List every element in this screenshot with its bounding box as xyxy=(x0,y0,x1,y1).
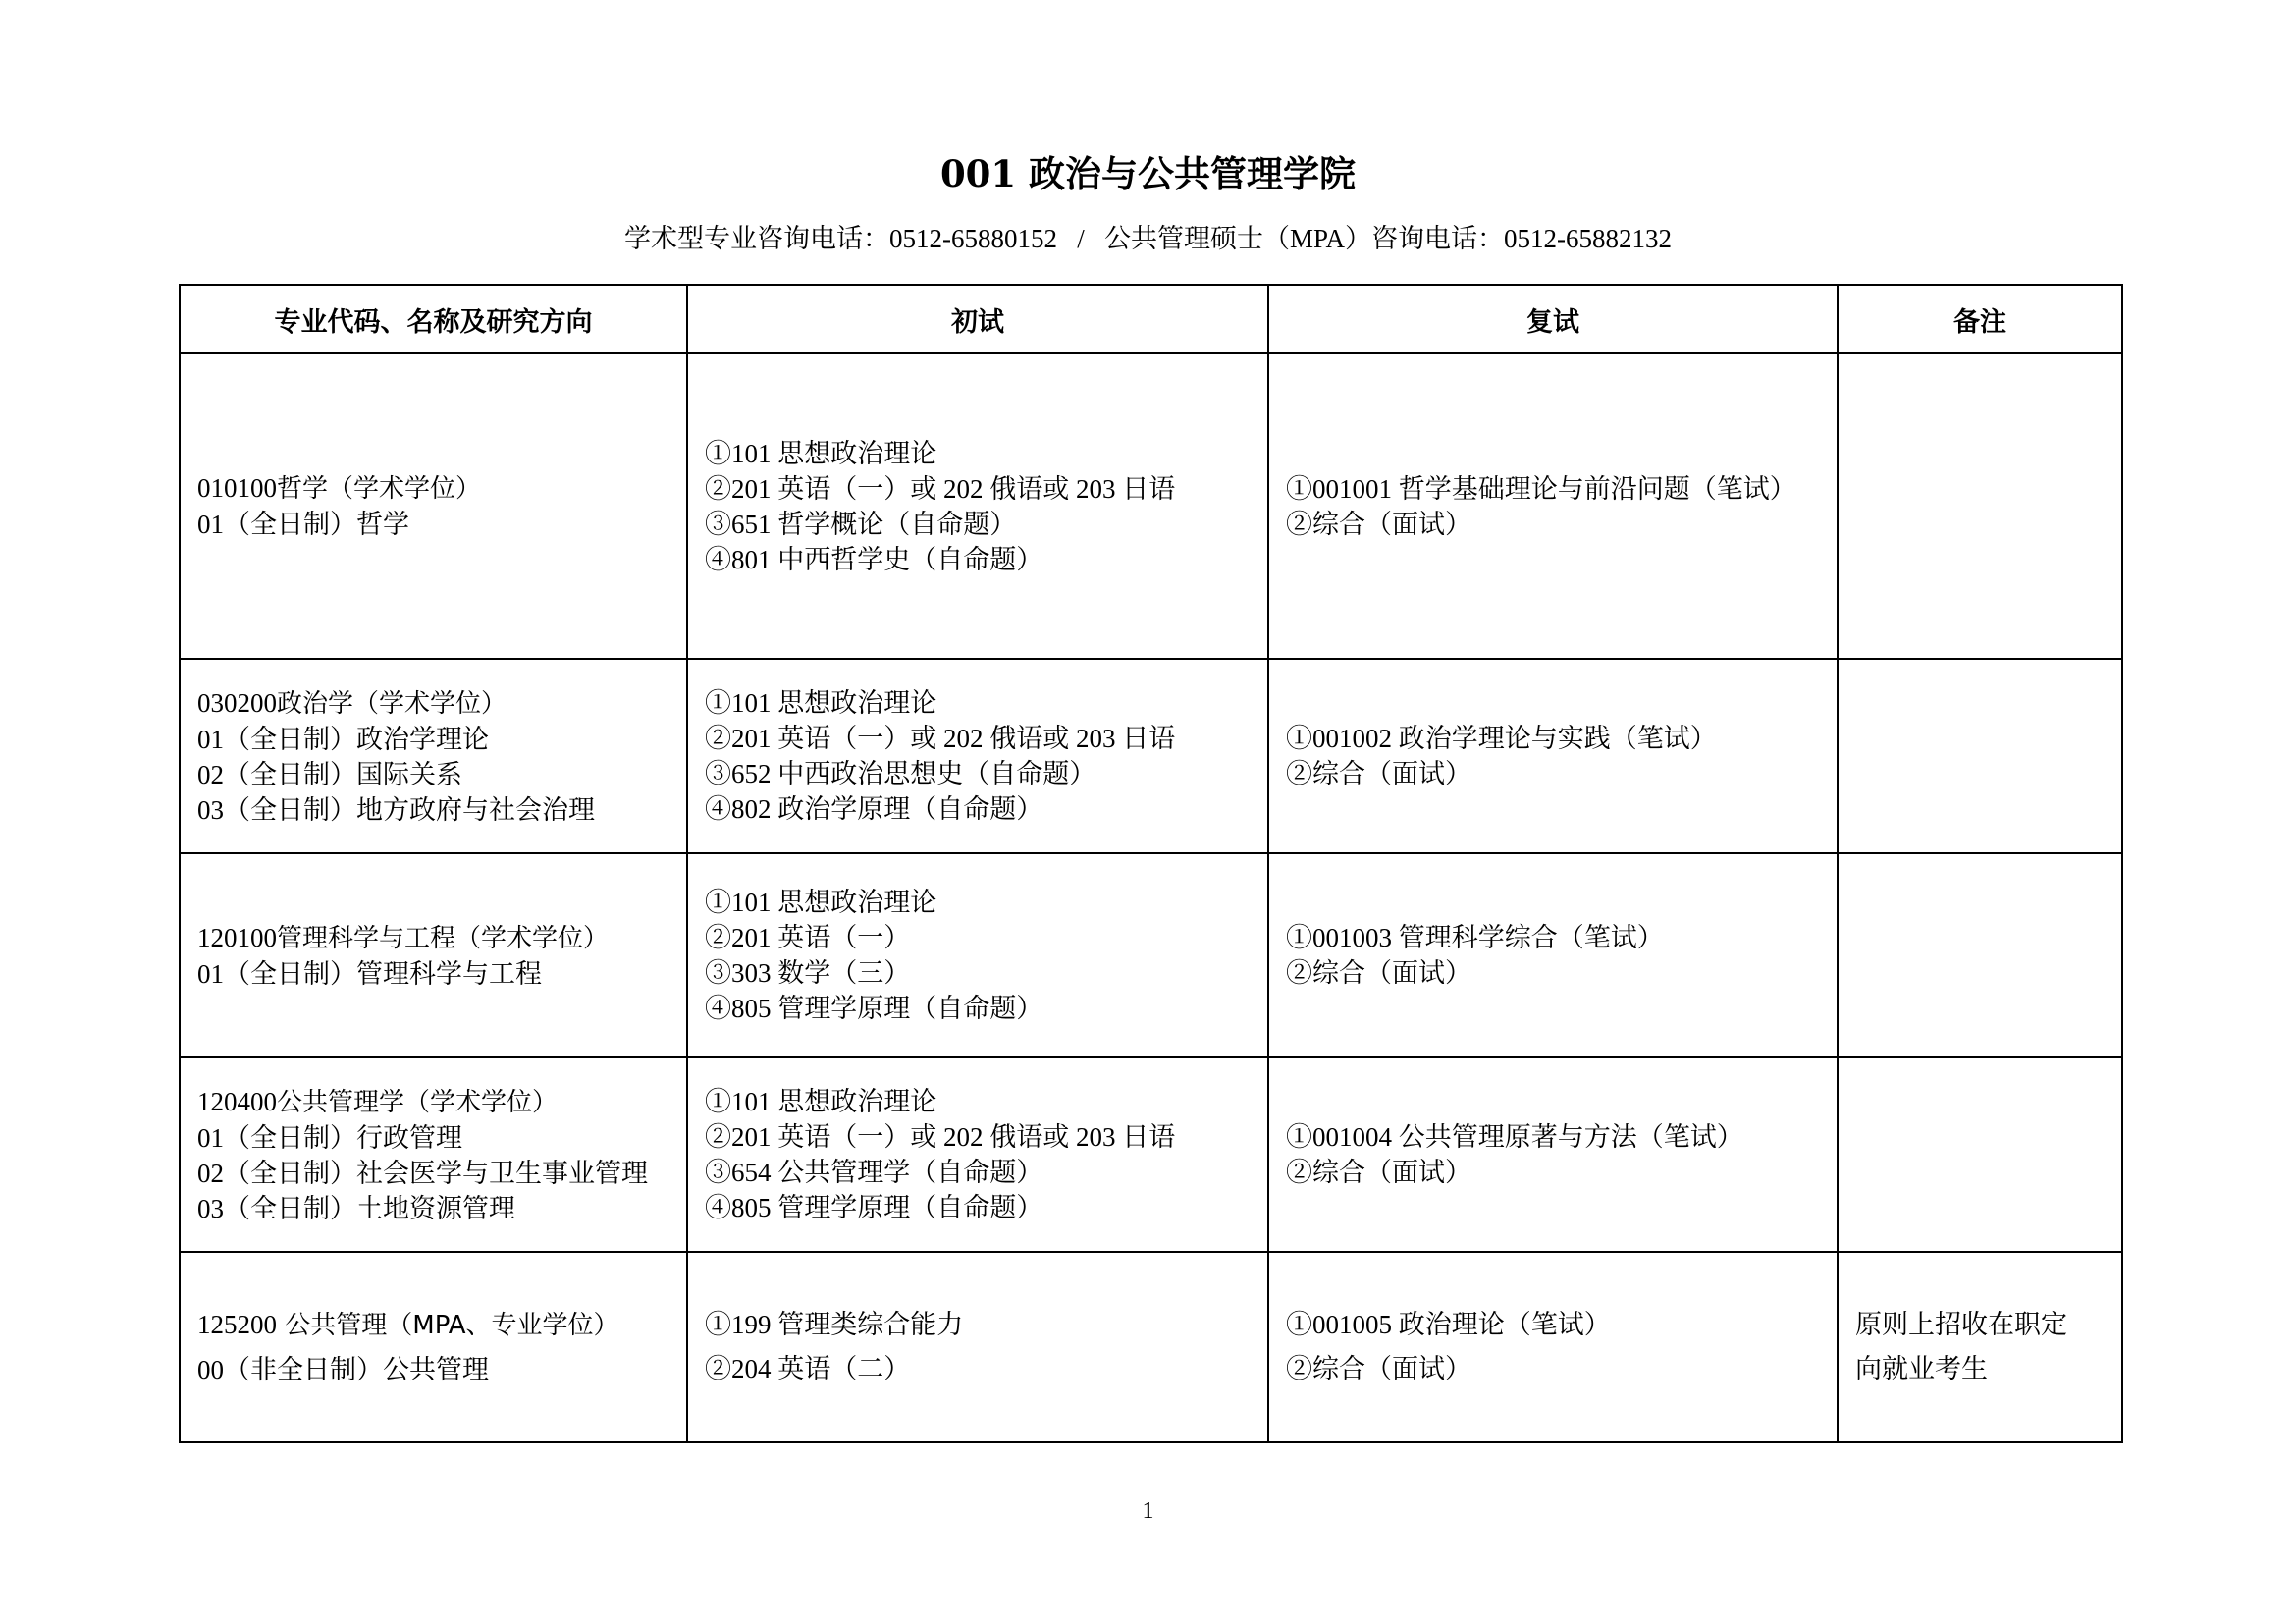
major-code: 125200 xyxy=(197,1309,277,1339)
major-code: 120100 xyxy=(197,922,277,952)
research-direction: 02（全日制）国际关系 xyxy=(197,759,462,789)
major-title xyxy=(197,1084,686,1120)
exam-subject: ②201 英语（一）或 202 俄语或 203 日语 xyxy=(705,1122,1176,1152)
research-direction: 01（全日制）管理科学与工程 xyxy=(197,958,542,989)
header-remarks: 备注 xyxy=(1838,285,2122,353)
remark-text: 向就业考生 xyxy=(1855,1354,1988,1383)
exam-subject: ①101 思想政治理论 xyxy=(705,888,937,917)
retest-subject: ②综合（面试） xyxy=(1286,1354,1471,1383)
major-title xyxy=(197,920,686,956)
research-direction: 01（全日制）行政管理 xyxy=(197,1122,462,1153)
retest-cell xyxy=(1268,659,1838,853)
header-preliminary-exam: 初试 xyxy=(687,285,1268,353)
research-direction: 01（全日制）哲学 xyxy=(197,510,409,539)
table-row xyxy=(180,1252,2122,1442)
remarks-cell xyxy=(1838,1057,2122,1252)
retest-subject: ②综合（面试） xyxy=(1286,509,1471,539)
page-title: 001 政治与公共管理学院 xyxy=(939,152,1357,195)
preliminary-cell xyxy=(687,659,1268,853)
exam-subject: ③651 哲学概论（自命题） xyxy=(705,509,1017,539)
remark-text: 原则上招收在职定 xyxy=(1855,1310,2067,1339)
exam-subject: ②201 英语（一）或 202 俄语或 203 日语 xyxy=(705,724,1176,753)
exam-subject: ③654 公共管理学（自命题） xyxy=(705,1158,1043,1187)
major-name: 公共管理学（学术学位） xyxy=(277,1087,559,1117)
contact-phones: 学术型专业咨询电话：0512-65880152 / 公共管理硕士（MPA）咨询电话：0512-65882132 xyxy=(623,224,1673,253)
exam-subject: ④802 政治学原理（自命题） xyxy=(705,794,1043,824)
major-cell xyxy=(180,353,687,659)
retest-cell xyxy=(1268,1252,1838,1442)
header-retest: 复试 xyxy=(1268,285,1838,353)
major-cell xyxy=(180,1252,687,1442)
retest-subject: ②综合（面试） xyxy=(1286,1158,1471,1187)
table-row xyxy=(180,1057,2122,1252)
major-code: 030200 xyxy=(197,687,277,718)
major-code: 010100 xyxy=(197,473,277,503)
research-direction: 03（全日制）土地资源管理 xyxy=(197,1193,515,1223)
exam-subject: ①101 思想政治理论 xyxy=(705,438,937,468)
page-number: 1 xyxy=(1142,1498,1154,1524)
retest-subject: ①001005 政治理论（笔试） xyxy=(1286,1310,1611,1339)
major-code: 120400 xyxy=(197,1086,277,1116)
major-title xyxy=(197,470,686,507)
exam-subject: ④801 中西哲学史（自命题） xyxy=(705,544,1043,574)
table-header-row xyxy=(180,285,2122,353)
retest-subject: ①001003 管理科学综合（笔试） xyxy=(1286,923,1664,952)
major-cell xyxy=(180,853,687,1057)
research-direction: 00（非全日制）公共管理 xyxy=(197,1354,489,1384)
header-major: 专业代码、名称及研究方向 xyxy=(180,285,687,353)
exam-subject: ②204 英语（二） xyxy=(705,1354,911,1383)
research-direction: 03（全日制）地方政府与社会治理 xyxy=(197,794,595,825)
preliminary-cell xyxy=(687,353,1268,659)
remarks-cell xyxy=(1838,1252,2122,1442)
table-row xyxy=(180,659,2122,853)
exam-subject: ①199 管理类综合能力 xyxy=(705,1310,964,1339)
retest-cell xyxy=(1268,1057,1838,1252)
exam-subject: ④805 管理学原理（自命题） xyxy=(705,994,1043,1023)
major-name: 公共管理（MPA、专业学位） xyxy=(277,1310,619,1340)
retest-subject: ①001002 政治学理论与实践（笔试） xyxy=(1286,724,1717,753)
research-direction: 02（全日制）社会医学与卫生事业管理 xyxy=(197,1158,648,1188)
retest-subject: ②综合（面试） xyxy=(1286,958,1471,988)
major-name: 管理科学与工程（学术学位） xyxy=(277,923,610,953)
retest-cell xyxy=(1268,853,1838,1057)
table-row xyxy=(180,353,2122,659)
exam-subject: ①101 思想政治理论 xyxy=(705,688,937,718)
majors-table xyxy=(179,284,2123,1443)
exam-subject: ①101 思想政治理论 xyxy=(705,1087,937,1116)
major-title xyxy=(197,685,686,722)
major-cell xyxy=(180,659,687,853)
preliminary-cell xyxy=(687,1057,1268,1252)
research-direction: 01（全日制）政治学理论 xyxy=(197,724,489,754)
table-row xyxy=(180,853,2122,1057)
major-name: 哲学（学术学位） xyxy=(277,474,482,504)
exam-subject: ③303 数学（三） xyxy=(705,958,911,988)
preliminary-cell xyxy=(687,853,1268,1057)
exam-subject: ②201 英语（一） xyxy=(705,923,911,952)
retest-subject: ②综合（面试） xyxy=(1286,759,1471,788)
remarks-cell xyxy=(1838,659,2122,853)
major-name: 政治学（学术学位） xyxy=(277,688,507,719)
remarks-cell xyxy=(1838,853,2122,1057)
major-title xyxy=(197,1303,686,1348)
preliminary-cell xyxy=(687,1252,1268,1442)
major-cell xyxy=(180,1057,687,1252)
retest-subject: ①001001 哲学基础理论与前沿问题（笔试） xyxy=(1286,473,1796,504)
exam-subject: ④805 管理学原理（自命题） xyxy=(705,1193,1043,1222)
remarks-cell xyxy=(1838,353,2122,659)
exam-subject: ②201 英语（一）或 202 俄语或 203 日语 xyxy=(705,473,1176,504)
exam-subject: ③652 中西政治思想史（自命题） xyxy=(705,759,1096,788)
retest-subject: ①001004 公共管理原著与方法（笔试） xyxy=(1286,1122,1743,1152)
retest-cell xyxy=(1268,353,1838,659)
